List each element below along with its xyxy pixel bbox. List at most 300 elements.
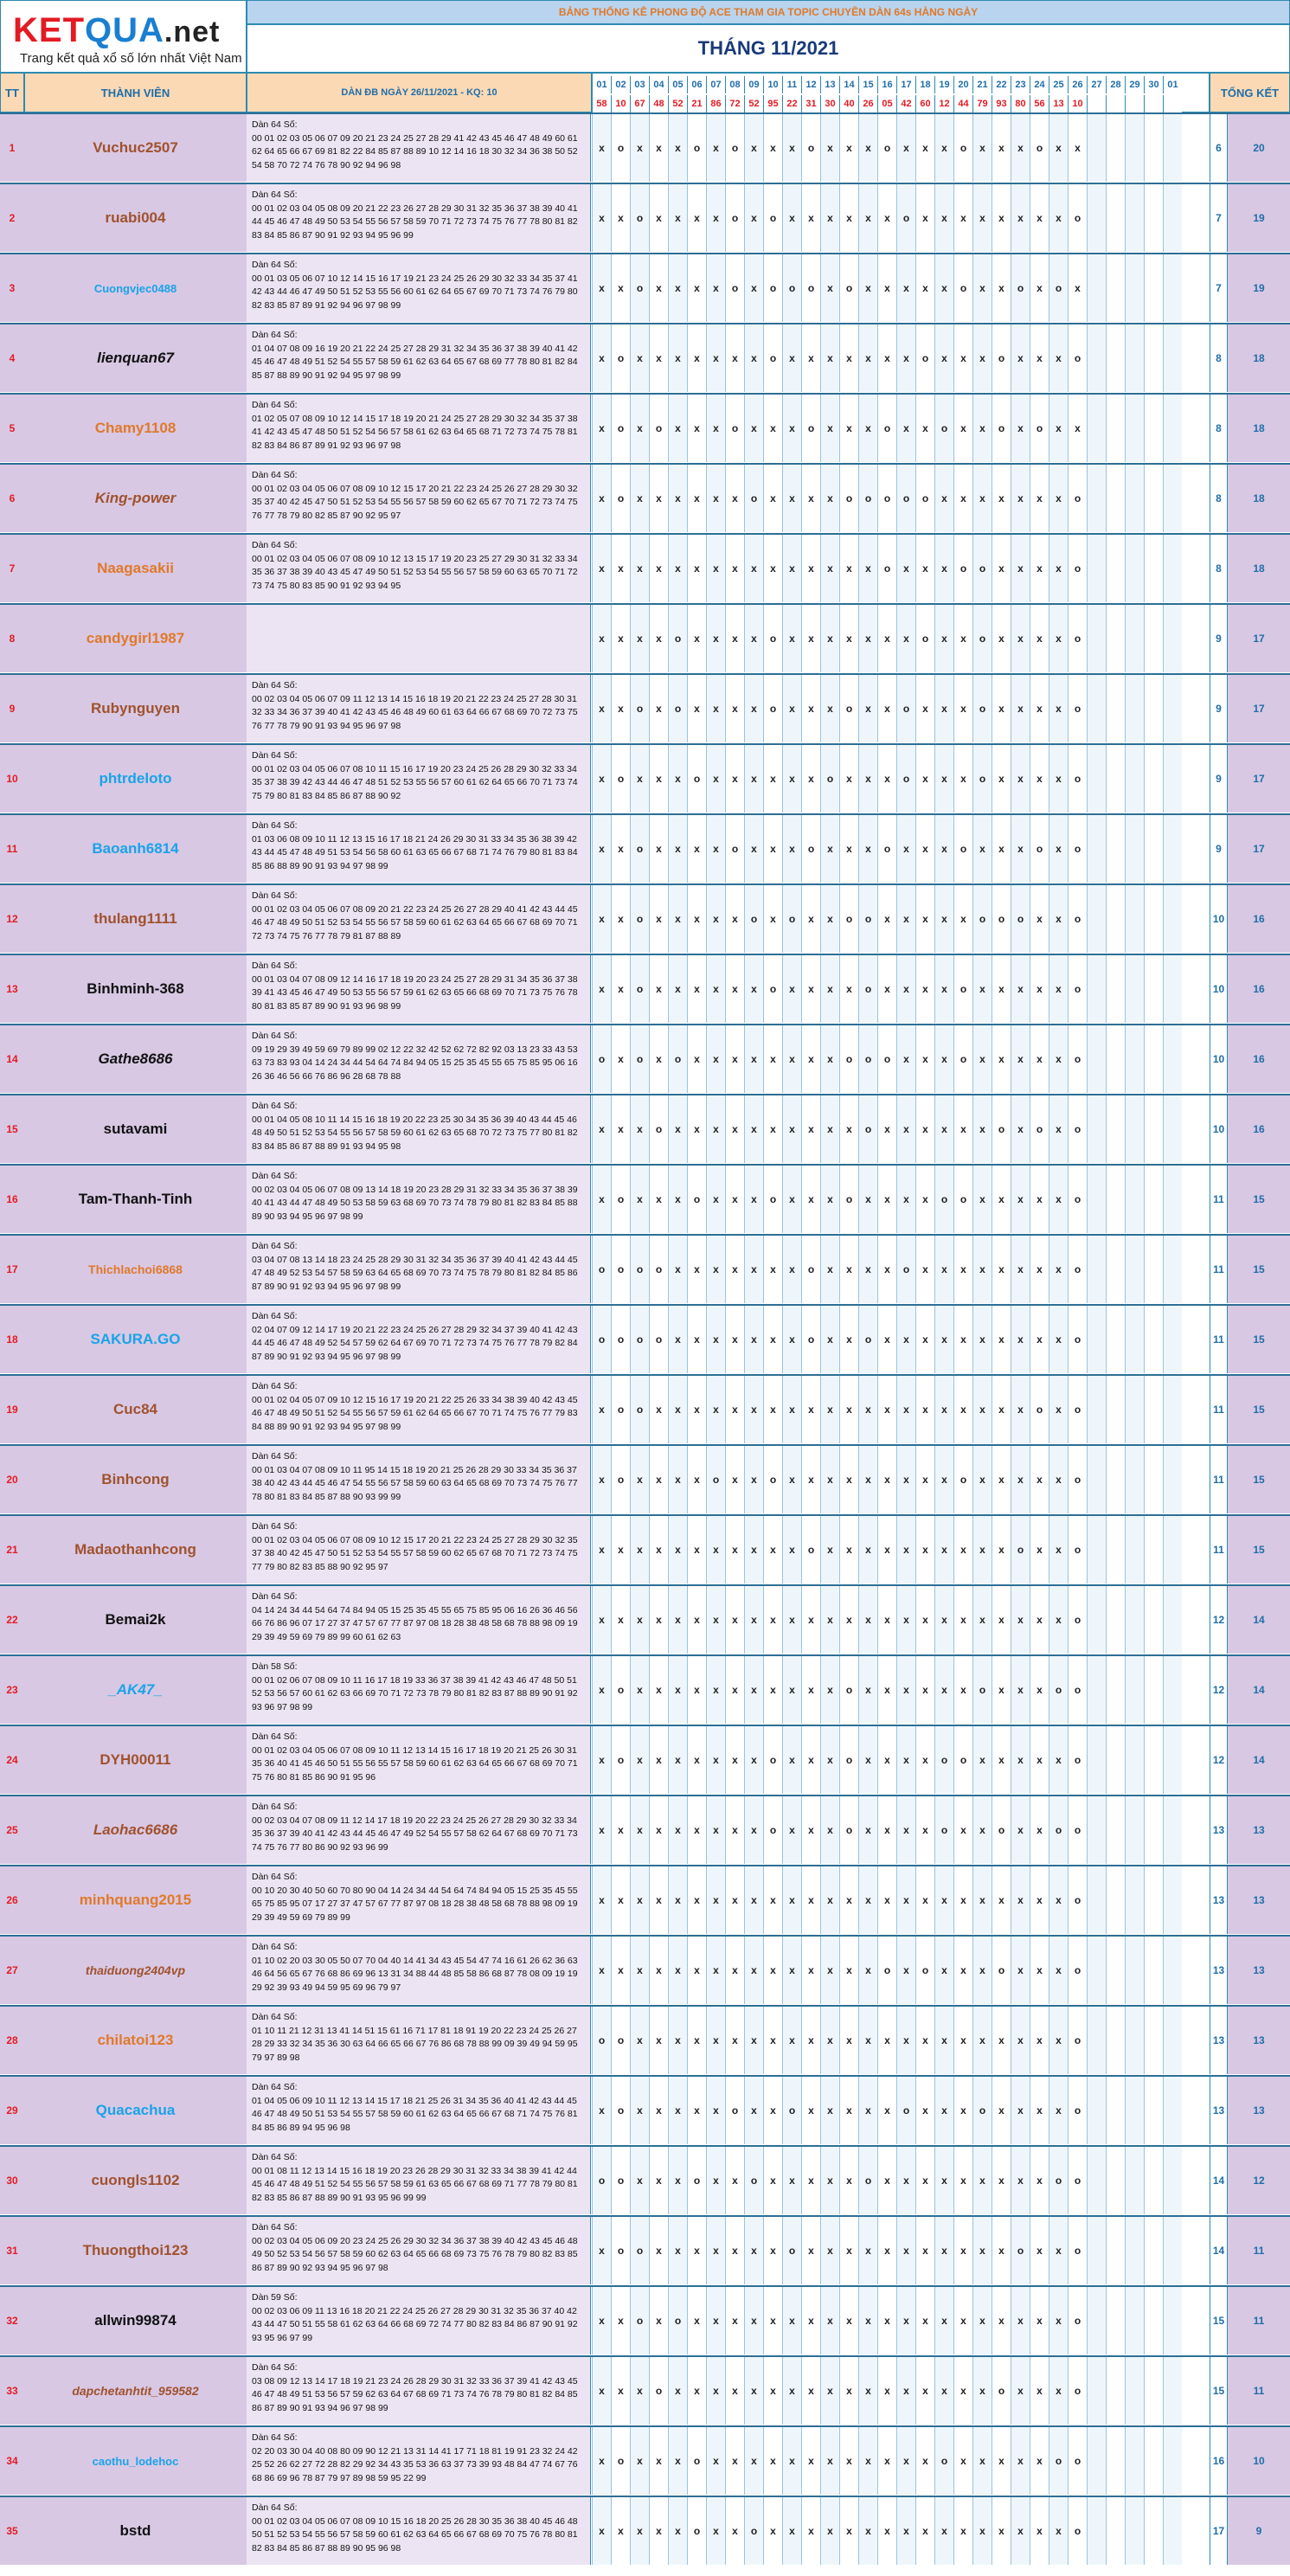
day-mark: x xyxy=(934,2217,953,2284)
win-count: 7 xyxy=(1210,184,1227,252)
total-score: 19 xyxy=(1227,254,1290,322)
win-count: 12 xyxy=(1210,1586,1227,1654)
member-name[interactable]: SAKURA.GO xyxy=(24,1306,247,1373)
day-label: 13 xyxy=(820,76,839,93)
day-mark: x xyxy=(649,605,668,672)
day-mark: x xyxy=(1030,2287,1049,2354)
day-mark: x xyxy=(668,1306,687,1373)
day-mark: o xyxy=(1030,114,1049,182)
day-mark: x xyxy=(839,184,858,252)
day-mark: x xyxy=(1049,885,1068,953)
day-result: 52 xyxy=(744,95,763,112)
day-mark xyxy=(1106,184,1125,252)
day-mark: x xyxy=(1049,1166,1068,1233)
win-count: 8 xyxy=(1210,324,1227,392)
day-mark xyxy=(1144,2427,1163,2495)
day-mark: o xyxy=(782,2077,801,2144)
day-mark: x xyxy=(706,2217,725,2284)
day-mark xyxy=(1106,1095,1125,1163)
day-mark xyxy=(1087,1166,1106,1233)
member-name[interactable]: lienquan67 xyxy=(24,324,247,392)
day-mark: o xyxy=(782,885,801,953)
day-mark: x xyxy=(992,2497,1011,2565)
day-mark: x xyxy=(934,1095,953,1163)
day-mark: x xyxy=(1011,2357,1030,2425)
day-mark: o xyxy=(1068,2147,1087,2214)
win-count: 11 xyxy=(1210,1376,1227,1443)
day-label: 01 xyxy=(592,76,611,93)
day-mark xyxy=(1087,2497,1106,2565)
day-mark: x xyxy=(744,1166,763,1233)
member-name[interactable]: thaiduong2404vp xyxy=(24,1937,247,2004)
day-mark: x xyxy=(611,955,630,1023)
day-mark: x xyxy=(877,2427,896,2495)
day-mark: o xyxy=(1049,254,1068,322)
member-name[interactable]: _AK47_ xyxy=(24,1656,247,1724)
day-mark xyxy=(1125,465,1144,532)
day-mark: o xyxy=(1049,2427,1068,2495)
day-mark: x xyxy=(934,535,953,602)
day-mark: x xyxy=(725,1937,744,2004)
day-mark: x xyxy=(649,1937,668,2004)
member-name[interactable]: Gathe8686 xyxy=(24,1025,247,1093)
day-mark: x xyxy=(858,1796,877,1864)
day-mark: x xyxy=(687,465,706,532)
day-mark: x xyxy=(668,815,687,883)
member-row xyxy=(0,1234,1290,1303)
total-score: 15 xyxy=(1227,1306,1290,1373)
day-mark: x xyxy=(630,465,649,532)
day-mark: o xyxy=(858,1025,877,1093)
member-name[interactable]: Madaothanhcong xyxy=(24,1516,247,1584)
day-mark: o xyxy=(992,395,1011,462)
day-mark xyxy=(1125,1866,1144,1934)
day-mark: x xyxy=(630,2427,649,2495)
day-mark xyxy=(1144,1446,1163,1513)
member-name[interactable]: Bemai2k xyxy=(24,1586,247,1654)
day-mark: x xyxy=(649,465,668,532)
day-mark: x xyxy=(1049,955,1068,1023)
day-mark: x xyxy=(820,1516,839,1584)
day-mark xyxy=(1087,2427,1106,2495)
day-mark: x xyxy=(782,1306,801,1373)
member-row xyxy=(0,1094,1290,1163)
logo-net: .net xyxy=(164,16,221,48)
member-name[interactable]: cuongls1102 xyxy=(24,2147,247,2214)
day-mark: x xyxy=(915,885,934,953)
daily-marks xyxy=(592,2217,1210,2284)
total-score: 19 xyxy=(1227,184,1290,252)
member-name[interactable]: Vuchuc2507 xyxy=(24,114,247,182)
day-mark: o xyxy=(1068,1166,1087,1233)
day-mark: x xyxy=(782,2497,801,2565)
day-mark: x xyxy=(896,2217,915,2284)
day-mark: x xyxy=(915,1025,934,1093)
row-index: 11 xyxy=(0,815,25,883)
day-mark: x xyxy=(953,885,972,953)
member-name[interactable]: Quacachua xyxy=(24,2077,247,2144)
daily-marks xyxy=(592,324,1210,392)
day-mark: x xyxy=(782,1656,801,1724)
day-mark: o xyxy=(801,395,820,462)
day-mark: x xyxy=(934,2497,953,2565)
row-index: 34 xyxy=(0,2427,25,2495)
day-mark: x xyxy=(896,605,915,672)
member-name[interactable]: Thichlachoi6868 xyxy=(24,1236,247,1303)
day-mark: x xyxy=(972,1446,992,1513)
member-name[interactable]: minhquang2015 xyxy=(24,1866,247,1934)
day-mark: x xyxy=(725,2007,744,2074)
day-mark xyxy=(1125,1306,1144,1373)
total-score: 14 xyxy=(1227,1586,1290,1654)
day-mark: x xyxy=(744,1236,763,1303)
day-mark: x xyxy=(1030,2217,1049,2284)
day-mark xyxy=(1087,2147,1106,2214)
day-mark: x xyxy=(706,885,725,953)
day-mark: o xyxy=(1068,535,1087,602)
member-name[interactable]: Laohac6686 xyxy=(24,1796,247,1864)
day-mark: x xyxy=(972,1236,992,1303)
day-mark: x xyxy=(953,1516,972,1584)
member-row xyxy=(0,954,1290,1023)
day-mark: x xyxy=(611,2497,630,2565)
day-mark: o xyxy=(896,184,915,252)
day-mark: x xyxy=(1049,184,1068,252)
day-mark: x xyxy=(953,1236,972,1303)
day-mark: x xyxy=(934,1866,953,1934)
day-label: 08 xyxy=(725,76,744,93)
day-result xyxy=(1087,95,1106,112)
day-mark: x xyxy=(1011,1937,1030,2004)
day-mark: o xyxy=(801,815,820,883)
day-result: 42 xyxy=(896,95,915,112)
day-mark: x xyxy=(801,955,820,1023)
day-mark: x xyxy=(801,1796,820,1864)
day-mark: x xyxy=(592,1796,611,1864)
day-mark: x xyxy=(915,2287,934,2354)
day-mark xyxy=(1087,184,1106,252)
member-name[interactable]: Cuc84 xyxy=(24,1376,247,1443)
day-mark: x xyxy=(592,1656,611,1724)
member-name[interactable]: bstd xyxy=(24,2497,247,2565)
day-mark: x xyxy=(744,2077,763,2144)
day-mark: x xyxy=(915,114,934,182)
day-label: 07 xyxy=(706,76,725,93)
day-mark xyxy=(1163,184,1182,252)
member-name[interactable]: Rubynguyen xyxy=(24,675,247,742)
day-mark: o xyxy=(915,1937,934,2004)
day-mark: x xyxy=(1068,114,1087,182)
day-mark: o xyxy=(1068,1586,1087,1654)
day-mark: x xyxy=(915,1516,934,1584)
day-mark: x xyxy=(706,1656,725,1724)
day-mark: x xyxy=(706,2357,725,2425)
day-mark: x xyxy=(649,1516,668,1584)
day-mark: x xyxy=(801,324,820,392)
day-mark: x xyxy=(839,2147,858,2214)
member-name[interactable]: phtrdeloto xyxy=(24,745,247,813)
member-name[interactable]: Thuongthoi123 xyxy=(24,2217,247,2284)
day-mark: x xyxy=(972,2357,992,2425)
member-name[interactable]: Baoanh6814 xyxy=(24,815,247,883)
day-mark: x xyxy=(630,1446,649,1513)
day-mark: x xyxy=(630,2077,649,2144)
day-mark xyxy=(1087,1866,1106,1934)
day-mark xyxy=(1163,1025,1182,1093)
day-mark xyxy=(1125,955,1144,1023)
member-name[interactable]: chilatoi123 xyxy=(24,2007,247,2074)
day-mark: x xyxy=(725,1166,744,1233)
row-index: 27 xyxy=(0,1937,25,2004)
day-mark: x xyxy=(934,955,953,1023)
member-name[interactable]: King-power xyxy=(24,465,247,532)
day-mark: x xyxy=(839,114,858,182)
daily-marks xyxy=(592,2077,1210,2144)
site-logo[interactable] xyxy=(0,0,247,73)
day-mark: x xyxy=(649,114,668,182)
member-name[interactable]: Binhminh-368 xyxy=(24,955,247,1023)
day-mark: x xyxy=(1030,1866,1049,1934)
day-mark: x xyxy=(972,2147,992,2214)
day-mark xyxy=(1144,1376,1163,1443)
day-mark: x xyxy=(611,675,630,742)
day-label: 05 xyxy=(668,76,687,93)
day-mark: x xyxy=(782,535,801,602)
day-mark: x xyxy=(839,1586,858,1654)
day-mark: x xyxy=(668,1866,687,1934)
day-mark: x xyxy=(630,114,649,182)
day-mark: x xyxy=(744,675,763,742)
day-label: 30 xyxy=(1144,76,1163,93)
member-name[interactable]: Cuongvjec0488 xyxy=(24,254,247,322)
day-mark: o xyxy=(611,114,630,182)
day-mark: x xyxy=(972,815,992,883)
day-mark: o xyxy=(877,465,896,532)
day-mark: x xyxy=(763,2497,782,2565)
dan-numbers: Dàn 64 Số: 00 02 03 04 05 06 09 20 23 24 25 26 29 30 32 34 36 37 38 39 40 42 43 45 46 48 49 50 52 53 54 56 57 58 59 60 62 63 64 65 66 68 69 73 75 76 78 79 80 82 83 85 86 87 89 90 92 93 94 95 96 97 98 xyxy=(247,2217,591,2284)
member-name[interactable]: sutavami xyxy=(24,1095,247,1163)
day-mark: x xyxy=(1049,1376,1068,1443)
day-mark: x xyxy=(896,1937,915,2004)
day-mark: x xyxy=(1011,324,1030,392)
day-mark: x xyxy=(592,1095,611,1163)
day-mark: x xyxy=(1011,1446,1030,1513)
member-name[interactable]: DYH00011 xyxy=(24,1726,247,1794)
day-mark: x xyxy=(649,885,668,953)
row-index: 26 xyxy=(0,1866,25,1934)
day-mark: x xyxy=(649,1586,668,1654)
day-mark xyxy=(1163,1796,1182,1864)
day-mark: x xyxy=(1049,675,1068,742)
day-mark: x xyxy=(668,1236,687,1303)
day-mark: o xyxy=(801,114,820,182)
day-mark: o xyxy=(687,2497,706,2565)
day-mark: x xyxy=(877,1516,896,1584)
day-mark xyxy=(1106,1796,1125,1864)
row-index: 10 xyxy=(0,745,25,813)
day-mark: x xyxy=(782,955,801,1023)
member-name[interactable]: caothu_lodehoc xyxy=(24,2427,247,2495)
day-mark: x xyxy=(992,955,1011,1023)
day-mark: x xyxy=(592,395,611,462)
day-mark xyxy=(1144,1236,1163,1303)
daily-marks xyxy=(592,2287,1210,2354)
day-mark xyxy=(1163,605,1182,672)
day-mark xyxy=(1125,2427,1144,2495)
member-row xyxy=(0,1444,1290,1513)
day-mark xyxy=(1144,2217,1163,2284)
win-count: 12 xyxy=(1210,1656,1227,1724)
daily-marks xyxy=(592,1095,1210,1163)
day-mark: o xyxy=(630,955,649,1023)
day-mark: o xyxy=(592,2147,611,2214)
day-mark: x xyxy=(801,2077,820,2144)
member-name[interactable]: Binhcong xyxy=(24,1446,247,1513)
day-mark: x xyxy=(763,1866,782,1934)
day-mark: x xyxy=(953,1937,972,2004)
day-mark: o xyxy=(782,2217,801,2284)
day-mark: x xyxy=(896,2287,915,2354)
day-mark: x xyxy=(839,2497,858,2565)
day-mark: x xyxy=(992,2427,1011,2495)
day-mark: x xyxy=(801,1376,820,1443)
day-mark: x xyxy=(763,535,782,602)
day-label: 12 xyxy=(801,76,820,93)
member-name[interactable]: Tam-Thanh-Tinh xyxy=(24,1166,247,1233)
day-mark: x xyxy=(1049,465,1068,532)
day-mark: o xyxy=(630,885,649,953)
day-mark: x xyxy=(611,2357,630,2425)
member-name[interactable]: allwin99874 xyxy=(24,2287,247,2354)
day-mark: x xyxy=(972,1726,992,1794)
day-mark: x xyxy=(801,1166,820,1233)
day-mark: x xyxy=(858,1516,877,1584)
day-mark: o xyxy=(763,605,782,672)
day-mark: x xyxy=(915,745,934,813)
day-mark: x xyxy=(877,1095,896,1163)
day-mark: x xyxy=(839,1095,858,1163)
day-mark: x xyxy=(953,2287,972,2354)
day-mark: x xyxy=(839,2217,858,2284)
day-mark: x xyxy=(782,1236,801,1303)
day-mark xyxy=(1106,114,1125,182)
day-label: 22 xyxy=(992,76,1011,93)
day-mark: x xyxy=(687,1586,706,1654)
dan-numbers: Dàn 64 Số: 03 08 09 12 13 14 17 18 19 21 23 24 26 28 29 30 31 32 33 36 37 39 41 42 43 45 46 47 48 49 51 53 56 57 59 62 63 64 67 68 69 71 73 74 76 78 79 80 81 82 84 85 86 87 89 90 91 93 94 96 97 98 99 xyxy=(247,2357,591,2425)
day-mark: x xyxy=(687,1796,706,1864)
row-index: 13 xyxy=(0,955,25,1023)
day-mark: x xyxy=(1049,1937,1068,2004)
day-mark xyxy=(1163,2497,1182,2565)
dan-numbers: Dàn 64 Số: 00 01 04 05 08 10 11 14 15 16 18 19 20 22 23 25 30 34 35 36 39 40 43 44 45 46 48 49 50 51 52 53 54 55 56 57 58 59 60 61 62 63 65 68 70 72 73 75 77 80 81 82 83 84 85 86 87 88 89 91 93 94 95 98 xyxy=(247,1095,591,1163)
day-mark: x xyxy=(896,395,915,462)
day-mark xyxy=(1125,2007,1144,2074)
day-mark: x xyxy=(1049,2007,1068,2074)
member-name[interactable]: ruabi004 xyxy=(24,184,247,252)
day-mark: x xyxy=(706,1516,725,1584)
day-result: 52 xyxy=(668,95,687,112)
day-mark: x xyxy=(1011,395,1030,462)
day-mark: x xyxy=(896,2497,915,2565)
day-result: 22 xyxy=(782,95,801,112)
day-mark: x xyxy=(1011,2287,1030,2354)
member-name[interactable]: Naagasakii xyxy=(24,535,247,602)
member-name[interactable]: dapchetanhtit_959582 xyxy=(24,2357,247,2425)
day-mark: x xyxy=(896,1446,915,1513)
day-mark: x xyxy=(782,1726,801,1794)
day-mark: o xyxy=(1068,605,1087,672)
day-mark: x xyxy=(649,324,668,392)
day-mark: o xyxy=(649,395,668,462)
win-count: 16 xyxy=(1210,2427,1227,2495)
day-mark: x xyxy=(820,1726,839,1794)
day-mark: x xyxy=(782,1446,801,1513)
day-mark: x xyxy=(649,1726,668,1794)
day-mark: x xyxy=(706,324,725,392)
day-result: 21 xyxy=(687,95,706,112)
day-mark: x xyxy=(725,1516,744,1584)
day-mark: x xyxy=(1030,465,1049,532)
member-name[interactable]: thulang1111 xyxy=(24,885,247,953)
day-mark xyxy=(1163,114,1182,182)
day-mark xyxy=(1125,605,1144,672)
day-mark: x xyxy=(687,1937,706,2004)
day-mark xyxy=(1125,2287,1144,2354)
day-mark xyxy=(1144,324,1163,392)
day-mark: o xyxy=(858,1095,877,1163)
win-count: 14 xyxy=(1210,2217,1227,2284)
day-mark: x xyxy=(630,745,649,813)
day-mark: x xyxy=(839,1937,858,2004)
day-mark: x xyxy=(1049,2497,1068,2565)
day-result: 13 xyxy=(1049,95,1068,112)
day-mark: x xyxy=(877,1726,896,1794)
day-mark: x xyxy=(725,955,744,1023)
day-mark: o xyxy=(934,2427,953,2495)
row-index: 1 xyxy=(0,114,25,182)
day-mark: x xyxy=(706,2077,725,2144)
row-index: 21 xyxy=(0,1516,25,1584)
day-mark: x xyxy=(1011,2497,1030,2565)
day-mark xyxy=(1163,324,1182,392)
day-mark: o xyxy=(1068,1796,1087,1864)
day-mark: x xyxy=(668,114,687,182)
day-mark: x xyxy=(1011,2077,1030,2144)
day-mark: x xyxy=(649,955,668,1023)
row-index: 32 xyxy=(0,2287,25,2354)
day-mark: x xyxy=(1068,254,1087,322)
day-mark: o xyxy=(725,114,744,182)
daily-marks xyxy=(592,1236,1210,1303)
day-mark: x xyxy=(858,535,877,602)
day-mark xyxy=(1144,184,1163,252)
total-score: 16 xyxy=(1227,885,1290,953)
day-mark: x xyxy=(877,1866,896,1934)
day-mark: x xyxy=(972,465,992,532)
day-mark: x xyxy=(858,1656,877,1724)
member-name[interactable]: Chamy1108 xyxy=(24,395,247,462)
day-mark xyxy=(1163,2287,1182,2354)
day-mark: x xyxy=(782,114,801,182)
member-name[interactable]: candygirl1987 xyxy=(24,605,247,672)
day-mark: x xyxy=(725,675,744,742)
day-mark: x xyxy=(782,395,801,462)
day-mark: x xyxy=(972,2497,992,2565)
day-mark: x xyxy=(877,1796,896,1864)
day-mark: x xyxy=(1030,1516,1049,1584)
day-mark: x xyxy=(687,2007,706,2074)
day-mark: x xyxy=(877,955,896,1023)
